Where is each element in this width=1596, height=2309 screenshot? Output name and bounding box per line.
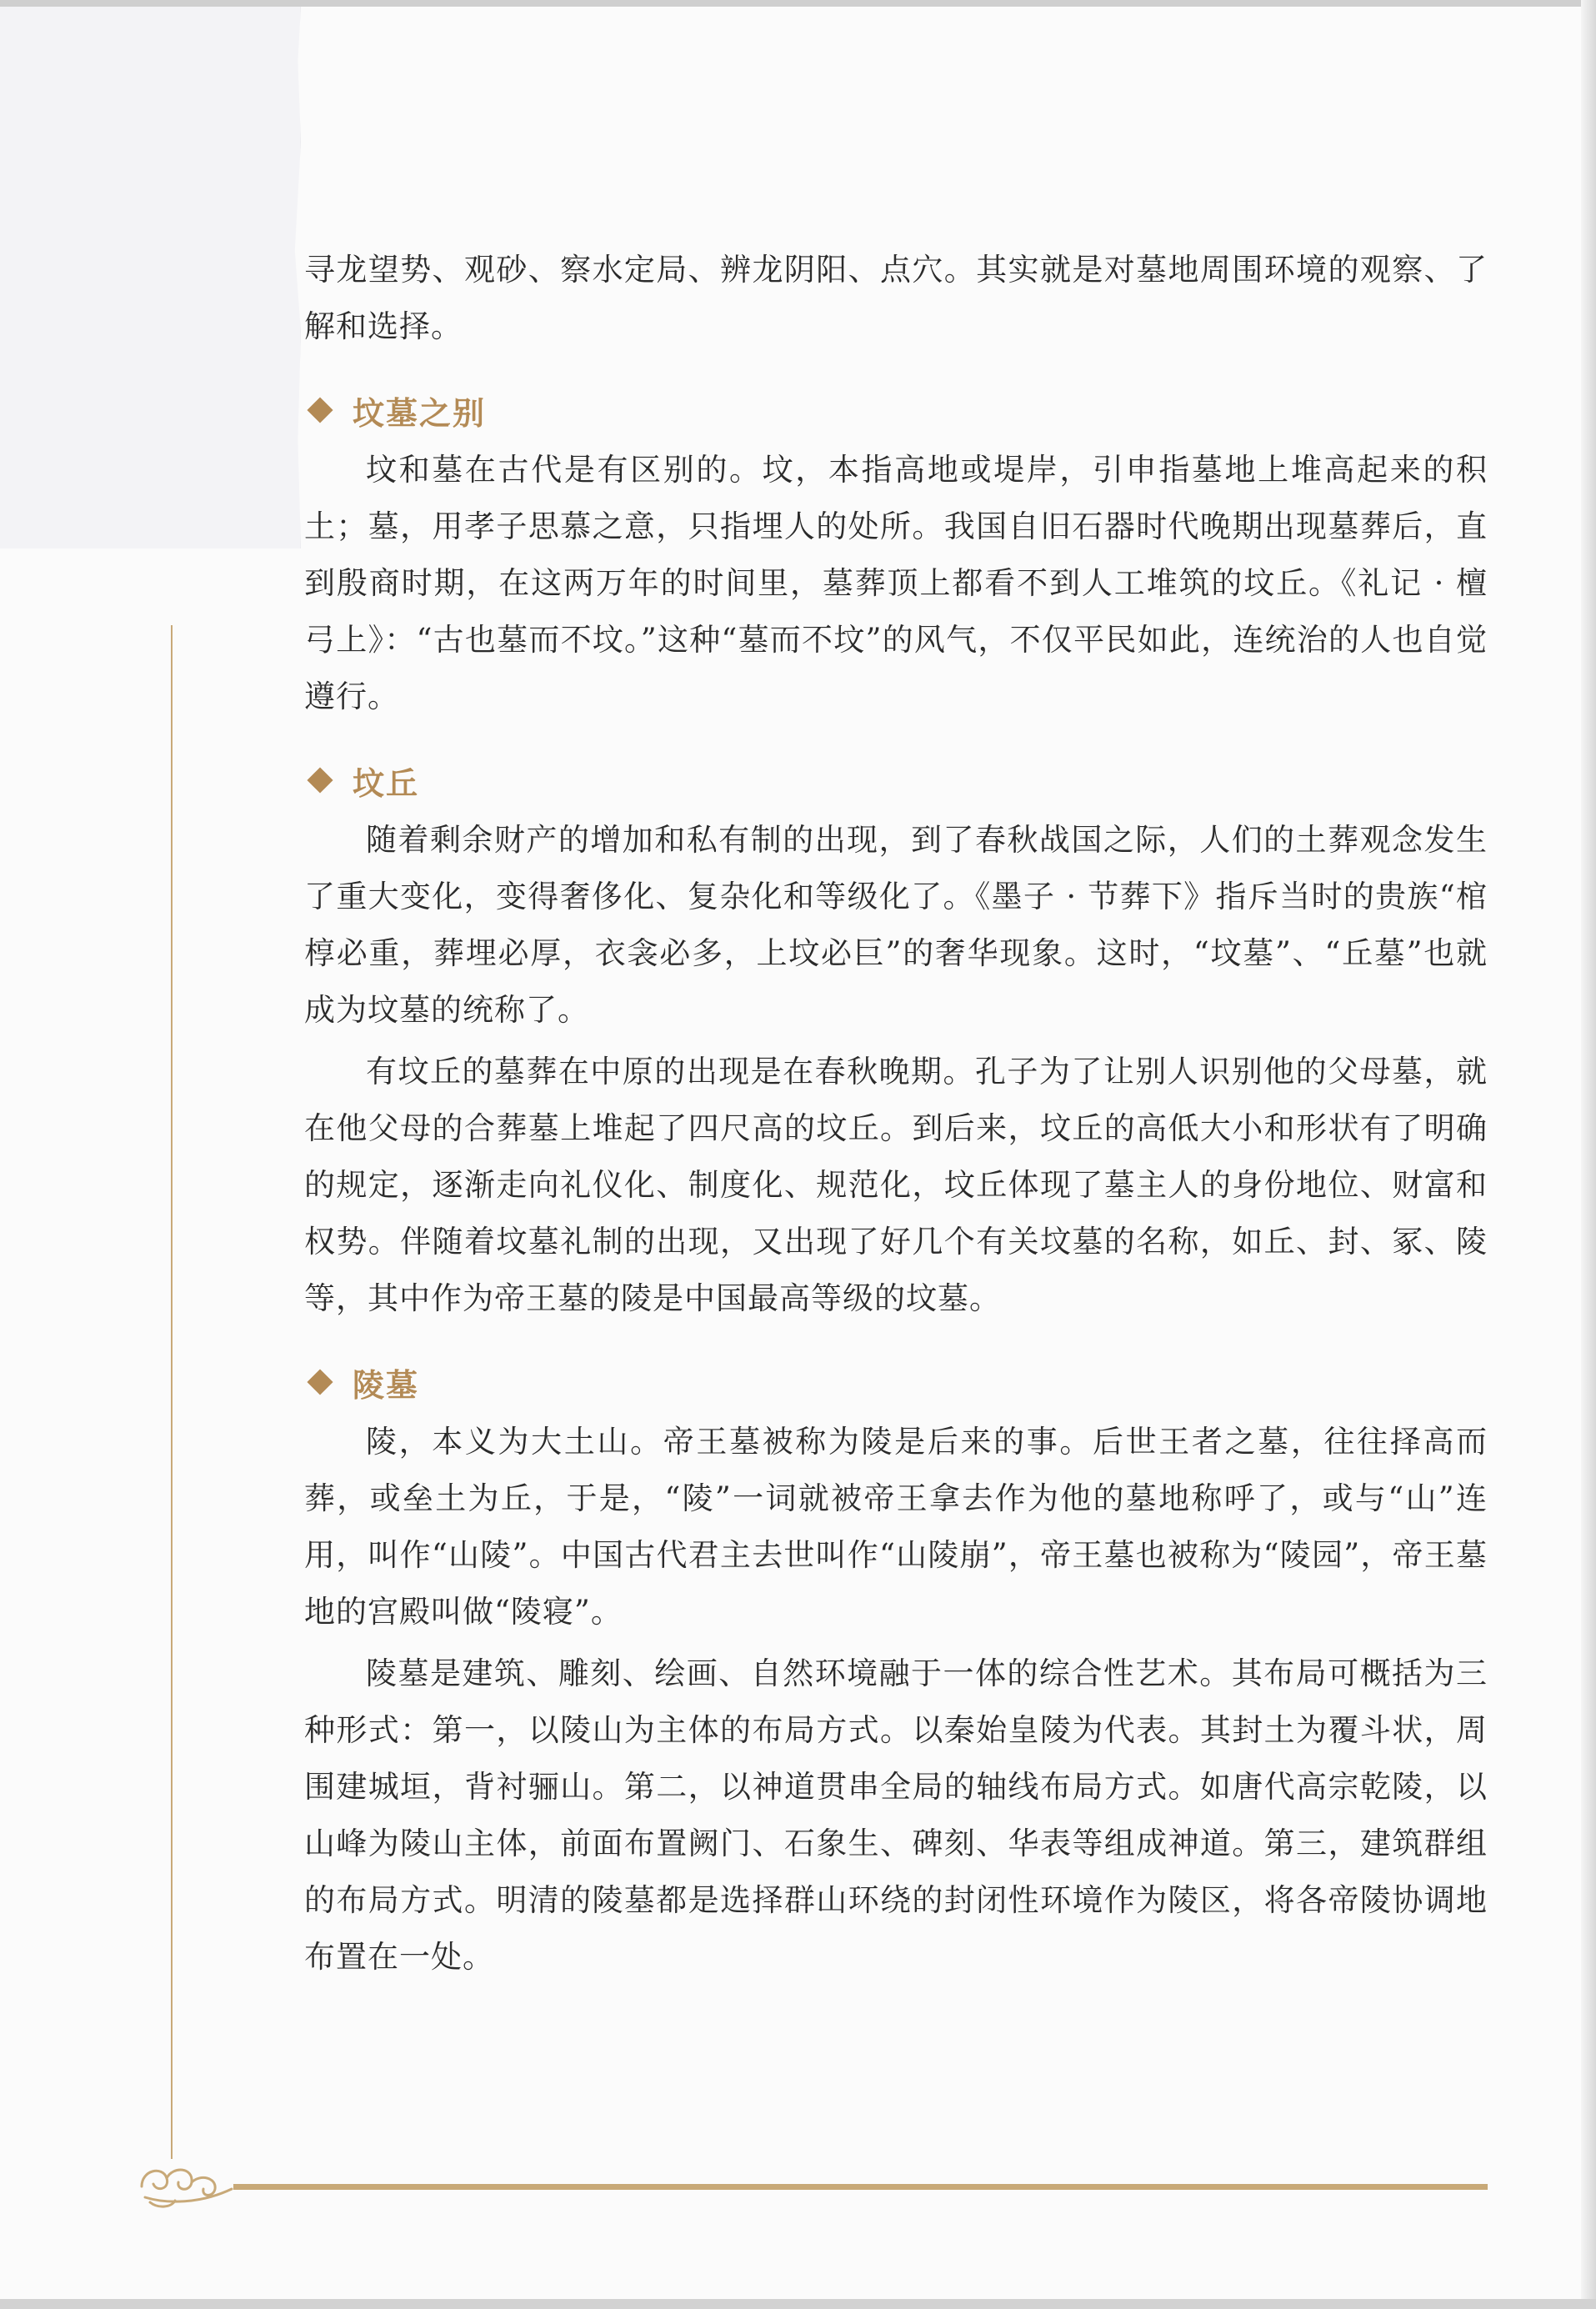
diamond-bullet-icon xyxy=(307,767,333,793)
section-3-paragraph-2: 陵墓是建筑、雕刻、绘画、自然环境融于一体的综合性艺术。其布局可概括为三种形式：第一，以陵山为主体的布局方式。以秦始皇陵为代表。其封土为覆斗状，周围建城垣，背衬骊山。第二，以神道贯串全局的轴线布局方式。如唐代高宗乾陵，以山峰为陵山主体，前面布置阙门、石象生、碑刻、华表等组成神道。第三，建筑群组的布局方式。明清的陵墓都是选择群山环绕的封闭性环境作为陵区，将各帝陵协调地布置在一处。 xyxy=(304,1655,1488,1975)
page-content xyxy=(304,242,1488,1986)
scan-edge-top xyxy=(0,0,1596,7)
scan-edge-right xyxy=(1581,0,1596,2309)
section-heading-3 xyxy=(304,1355,1488,1409)
section-heading-1 xyxy=(304,383,1488,437)
scan-edge-bottom xyxy=(0,2299,1596,2309)
section-title: 坟墓之别 xyxy=(353,394,487,432)
diamond-bullet-icon xyxy=(307,397,333,423)
section-2-paragraph-2: 有坟丘的墓葬在中原的出现是在春秋晚期。孔子为了让别人识别他的父母墓，就在他父母的合葬墓上堆起了四尺高的坟丘。到后来，坟丘的高低大小和形状有了明确的规定，逐渐走向礼仪化、制度化、规范化，坟丘体现了墓主人的身份地位、财富和权势。伴随着坟墓礼制的出现，又出现了好几个有关坟墓的名称，如丘、封、冢、陵等，其中作为帝王墓的陵是中国最高等级的坟墓。 xyxy=(304,1054,1488,1316)
margin-vertical-rule xyxy=(171,625,173,2159)
section-title: 陵墓 xyxy=(353,1366,420,1404)
section-title: 坟丘 xyxy=(353,764,420,802)
intro-paragraph: 寻龙望势、观砂、察水定局、辨龙阴阳、点穴。其实就是对墓地周围环境的观察、了解和选择。 xyxy=(304,252,1488,344)
section-1-paragraph-1: 坟和墓在古代是有区别的。坟，本指高地或堤岸，引申指墓地上堆高起来的积土；墓，用孝子思慕之意，只指埋人的处所。我国自旧石器时代晚期出现墓葬后，直到殷商时期，在这两万年的时间里，墓葬顶上都看不到人工堆筑的坟丘。《礼记 · 檀弓上》：“古也墓而不坟。”这种“墓而不坟”的风气，不仅平民如此，连统治的人也自觉遵行。 xyxy=(304,452,1488,714)
diamond-bullet-icon xyxy=(307,1369,333,1395)
footer-horizontal-rule xyxy=(233,2184,1488,2190)
cloud-scroll-ornament-icon xyxy=(133,2149,233,2216)
section-3-paragraph-1: 陵，本义为大土山。帝王墓被称为陵是后来的事。后世王者之墓，往往择高而葬，或垒土为丘，于是，“陵”一词就被帝王拿去作为他的墓地称呼了，或与“山”连用，叫作“山陵”。中国古代君主去世叫作“山陵崩”，帝王墓也被称为“陵园”，帝王墓地的宫殿叫做“陵寝”。 xyxy=(304,1424,1488,1630)
section-heading-2 xyxy=(304,754,1488,807)
attached-paper-strip xyxy=(0,7,301,548)
section-2-paragraph-1: 随着剩余财产的增加和私有制的出现，到了春秋战国之际，人们的土葬观念发生了重大变化，变得奢侈化、复杂化和等级化了。《墨子 · 节葬下》指斥当时的贵族“棺椁必重，葬埋必厚，衣衾必多，上坟必巨”的奢华现象。这时，“坟墓”、“丘墓”也就成为坟墓的统称了。 xyxy=(304,822,1488,1028)
